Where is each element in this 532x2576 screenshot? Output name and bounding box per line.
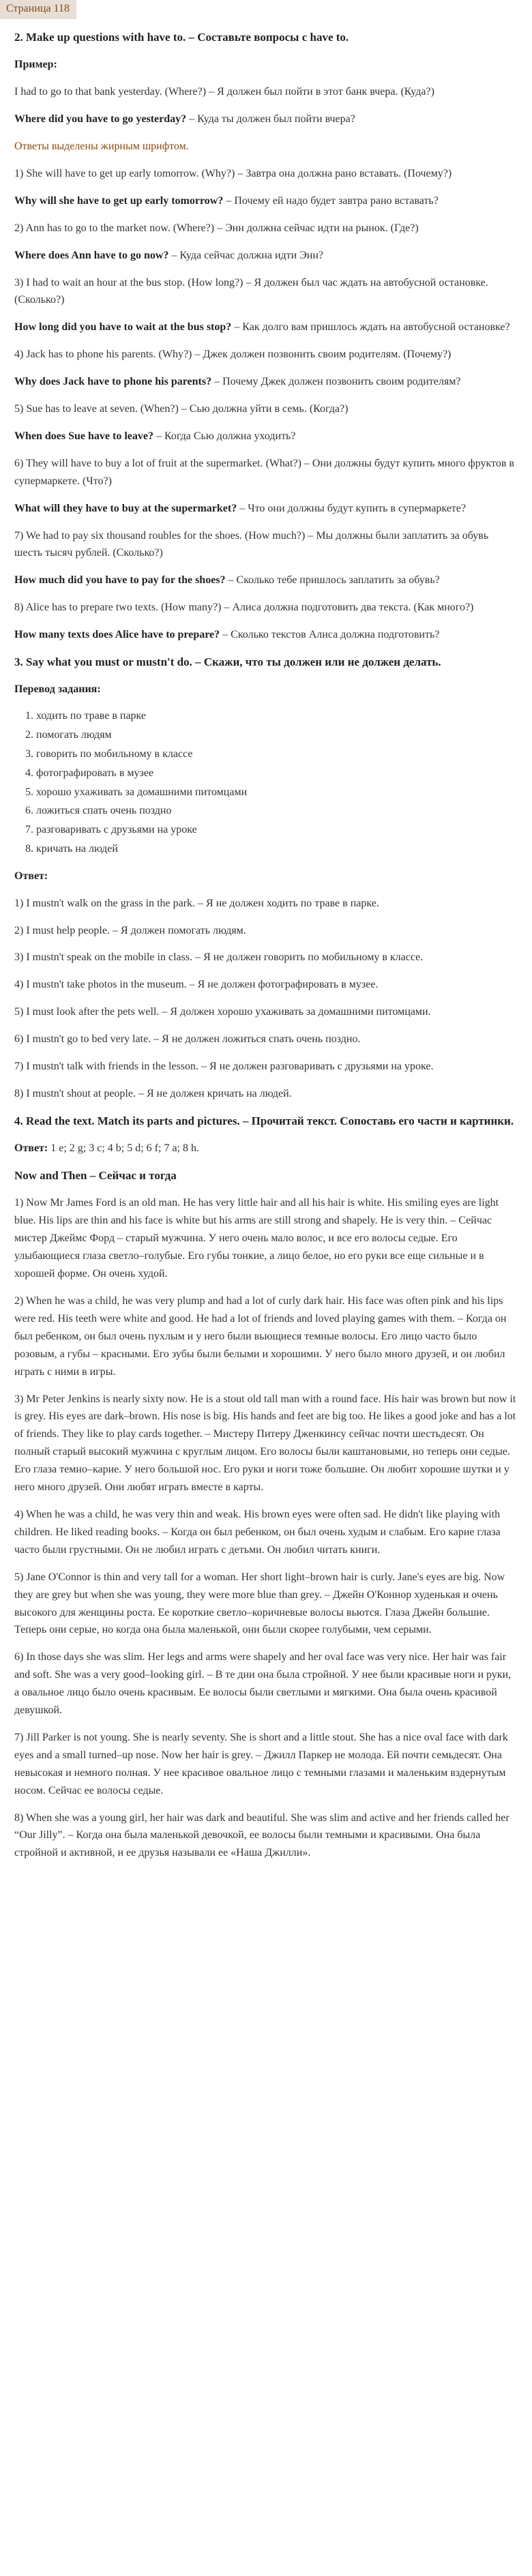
ex2-a8-bold: How many texts does Alice have to prepare? [14,629,220,641]
list-item: 3. говорить по мобильному в классе [36,746,518,763]
ex3-answer-5: 5) I must look after the pets well. – Я должен хорошо ухаживать за домашними питомцами. [14,1006,431,1018]
ex4-paragraph-2: 2) When he was a child, he was very plump and had a lot of curly dark hair. His face was often pink and his lips were red. His teeth were white and good. He had a lot of friends and loved playing games with them. – Когда он был ребенком, он был очень пухлым и у него были вьющиеся темные волосы. Его лицо часто было розовым, а губы – красными. Его зубы были белыми и хорошими. У него было много друзей, и он любил играть с ними в игры. [14,1295,507,1378]
ex3-answer-7: 7) I mustn't talk with friends in the lesson. – Я не должен разговаривать с друзьями на уроке. [14,1061,434,1073]
ex2-a3-bold: How long did you have to wait at the bus stop? [14,321,232,334]
page-number-label: Страница 118 [0,0,76,19]
ex2-a7-bold: How much did you have to pay for the shoes? [14,574,226,587]
ex2-q3: 3) I had to wait an hour at the bus stop. (How long?) – Я должен был час ждать на автобусной остановке. (Сколько?) [14,276,488,306]
ex2-a5-bold: When does Sue have to leave? [14,430,153,442]
ex2-a3 [14,319,518,336]
example-answer [14,110,518,128]
ex2-q6: 6) They will have to buy a lot of fruit at the supermarket. (What?) – Они должны будут купить много фруктов в супермаркете. (Что?) [14,457,514,487]
exercise-3-heading: 3. Say what you must or mustn't do. – Скажи, что ты должен или не должен делать. [14,655,441,669]
exercise-2-heading: 2. Make up questions with have to. – Составьте вопросы с have to. [14,30,349,44]
ex4-paragraph-3: 3) Mr Peter Jenkins is nearly sixty now. He is a stout old tall man with a round face. His hair was brown but now it is grey. His eyes are dark–brown. His nose is big. His hands and feet are big too. He likes a good joke and has a lot of friends. They like to play cards together. – Мистеру Питеру Дженкинсу сейчас почти шестьдесят. Он полный старый высокий мужчина с круглым лицом. Его волосы были каштановыми, но теперь они седые. Его глаза темно–карие. У него большой нос. Его руки и ноги тоже большие. Он любит хорошие шутки и у него много друзей. Они любят играть вместе в карты. [14,1393,516,1494]
ex2-q8: 8) Alice has to prepare two texts. (How many?) – Алиса должна подготовить два текста. (Как много?) [14,602,474,614]
ex3-answer-3: 3) I mustn't speak on the mobile in class. – Я не должен говорить по мобильному в классе. [14,951,424,964]
ex4-answer-label: Ответ: [14,1142,48,1155]
ex2-q7: 7) We had to pay six thousand roubles for the shoes. (How much?) – Мы должны были заплатить за обувь шесть тысяч рублей. (Сколько?) [14,529,489,559]
ex3-answer-1: 1) I mustn't walk on the grass in the park. – Я не должен ходить по траве в парке. [14,897,379,909]
ex2-a6-bold: What will they have to buy at the supermarket? [14,502,237,514]
ex2-a1-translation: – Почему ей надо будет завтра рано вставать? [223,194,439,207]
ex2-a5-translation: – Когда Сью должна уходить? [153,430,296,442]
ex2-a1-bold: Why will she have to get up early tomorrow? [14,194,224,207]
ex4-paragraph-6: 6) In those days she was slim. Her legs and arms were shapely and her oval face was very nice. Her hair was fair and soft. She was a very good–looking girl. – В те дни она была стройной. У нее были красивые ноги и руки, а овальное лицо было очень красивым. Ее волосы были светлыми и мягкими. Она была очень красивой девушкой. [14,1651,512,1717]
ex2-a7-translation: – Сколько тебе пришлось заплатить за обувь? [225,574,440,587]
ex3-answer-6: 6) I mustn't go to bed very late. – Я не должен ложиться спать очень поздно. [14,1033,361,1046]
example-answer-bold: Where did you have to go yesterday? [14,113,187,125]
ex2-a6 [14,500,518,518]
list-item: 6. ложиться спать очень поздно [36,803,518,820]
ex2-a1 [14,192,518,210]
ex2-q1: 1) She will have to get up early tomorrow. (Why?) – Завтра она должна рано вставать. (Почему?) [14,167,452,179]
example-answer-translation: – Куда ты должен был пойти вчера? [186,113,355,125]
ex2-a4 [14,373,518,391]
list-item: 8. кричать на людей [36,841,518,858]
ex3-answer-4: 4) I mustn't take photos in the museum. – Я не должен фотографировать в музее. [14,979,379,991]
list-item: 2. помогать людям [36,727,518,744]
ex2-q5: 5) Sue has to leave at seven. (When?) – Сью должна уйти в семь. (Когда?) [14,403,349,415]
ex2-a2 [14,247,518,265]
ex2-a6-translation: – Что они должны будут купить в супермаркете? [237,502,467,514]
ex2-a7 [14,572,518,589]
ex2-a4-translation: – Почему Джек должен позвонить своим родителям? [211,376,461,388]
ex3-answer-2: 2) I must help people. – Я должен помогать людям. [14,924,246,936]
ex4-paragraph-1: 1) Now Mr James Ford is an old man. He has very little hair and all his hair is white. His smiling eyes are light blue. His lips are thin and his face is white but his arms are still strong and shapely. He is very thin. – Сейчас мистер Джеймс Форд – старый мужчина. У него очень мало волос, и все его волосы седые. Его улыбающиеся глаза светло–голубые. Его губы тонкие, а лицо белое, но его руки все еще сильные и в хорошей форме. Он очень худой. [14,1197,499,1280]
example-label: Пример: [14,59,57,71]
translation-label: Перевод задания: [14,683,101,696]
example-question: I had to go to that bank yesterday. (Where?) – Я должен был пойти в этот банк вчера. (Куда?) [14,86,434,98]
ex2-a3-translation: – Как долго вам пришлось ждать на автобусной остановке? [231,321,510,334]
ex2-a2-translation: – Куда сейчас должна идти Энн? [168,249,323,261]
ex3-answer-8: 8) I mustn't shout at people. – Я не должен кричать на людей. [14,1087,292,1099]
ex2-a2-bold: Where does Ann have to go now? [14,249,169,261]
ex4-paragraph-5: 5) Jane O'Connor is thin and very tall for a woman. Her short light–brown hair is curly. Jane's eyes are big. Now they are grey but when she was young, they were more blue than grey. – Джейн О'Коннор худенькая и очень высокого для женщины роста. Ее короткие светло–коричневые волосы вьются. Глаза Джейн большие. Теперь они серые, но когда она была маленькой, они были скорее голубыми, чем серыми. [14,1571,505,1636]
task-list [14,708,518,857]
list-item: 1. ходить по траве в парке [36,708,518,725]
ex2-a8-translation: – Сколько текстов Алиса должна подготовить? [220,629,440,641]
text-title: Now and Then – Сейчас и тогда [14,1169,177,1183]
list-item: 4. фотографировать в музее [36,765,518,782]
answer-label: Ответ: [14,870,48,882]
exercise-4 [14,1112,518,1862]
answers-note: Ответы выделены жирным шрифтом. [14,140,189,152]
ex2-a4-bold: Why does Jack have to phone his parents? [14,376,212,388]
ex4-answer-text: 1 e; 2 g; 3 c; 4 b; 5 d; 6 f; 7 a; 8 h. [48,1142,199,1155]
ex4-paragraph-7: 7) Jill Parker is not young. She is nearly seventy. She is short and a little stout. She has a nice oval face with dark eyes and a small turned–up nose. Now her hair is grey. – Джилл Паркер не молода. Ей почти семьдесят. Она невысокая и немного полная. У нее красивое овальное лицо с темными глазами и маленьким вздернутым носом. Сейчас ее волосы седые. [14,1731,508,1796]
ex4-paragraph-4: 4) When he was a child, he was very thin and weak. His brown eyes were often sad. He didn't like playing with children. He liked reading books. – Когда он был ребенком, он был очень худым и слабым. Его карие глаза часто были грустными. Он не любил играть с детьми. Он любил читать книги. [14,1508,501,1556]
list-item: 7. разговаривать с друзьями на уроке [36,822,518,839]
ex2-a8 [14,626,518,644]
ex2-q2: 2) Ann has to go to the market now. (Where?) – Энн должна сейчас идти на рынок. (Где?) [14,222,419,234]
ex2-q4: 4) Jack has to phone his parents. (Why?) – Джек должен позвонить своим родителям. (Почему?) [14,349,452,361]
ex4-answer [14,1140,518,1157]
ex4-paragraph-8: 8) When she was a young girl, her hair was dark and beautiful. She was slim and active and her friends called her “Our Jilly”. – Когда она была маленькой девочкой, ее волосы были темными и красивыми. Она была стройной и активной, и ее друзья называли ее «Наша Джилли». [14,1811,509,1859]
list-item: 5. хорошо ухаживать за домашними питомцами [36,784,518,801]
exercise-4-heading: 4. Read the text. Match its parts and pictures. – Прочитай текст. Сопоставь его части и картинки. [14,1114,514,1127]
exercise-2 [14,29,518,644]
exercise-3 [14,653,518,1103]
ex2-a5 [14,428,518,445]
